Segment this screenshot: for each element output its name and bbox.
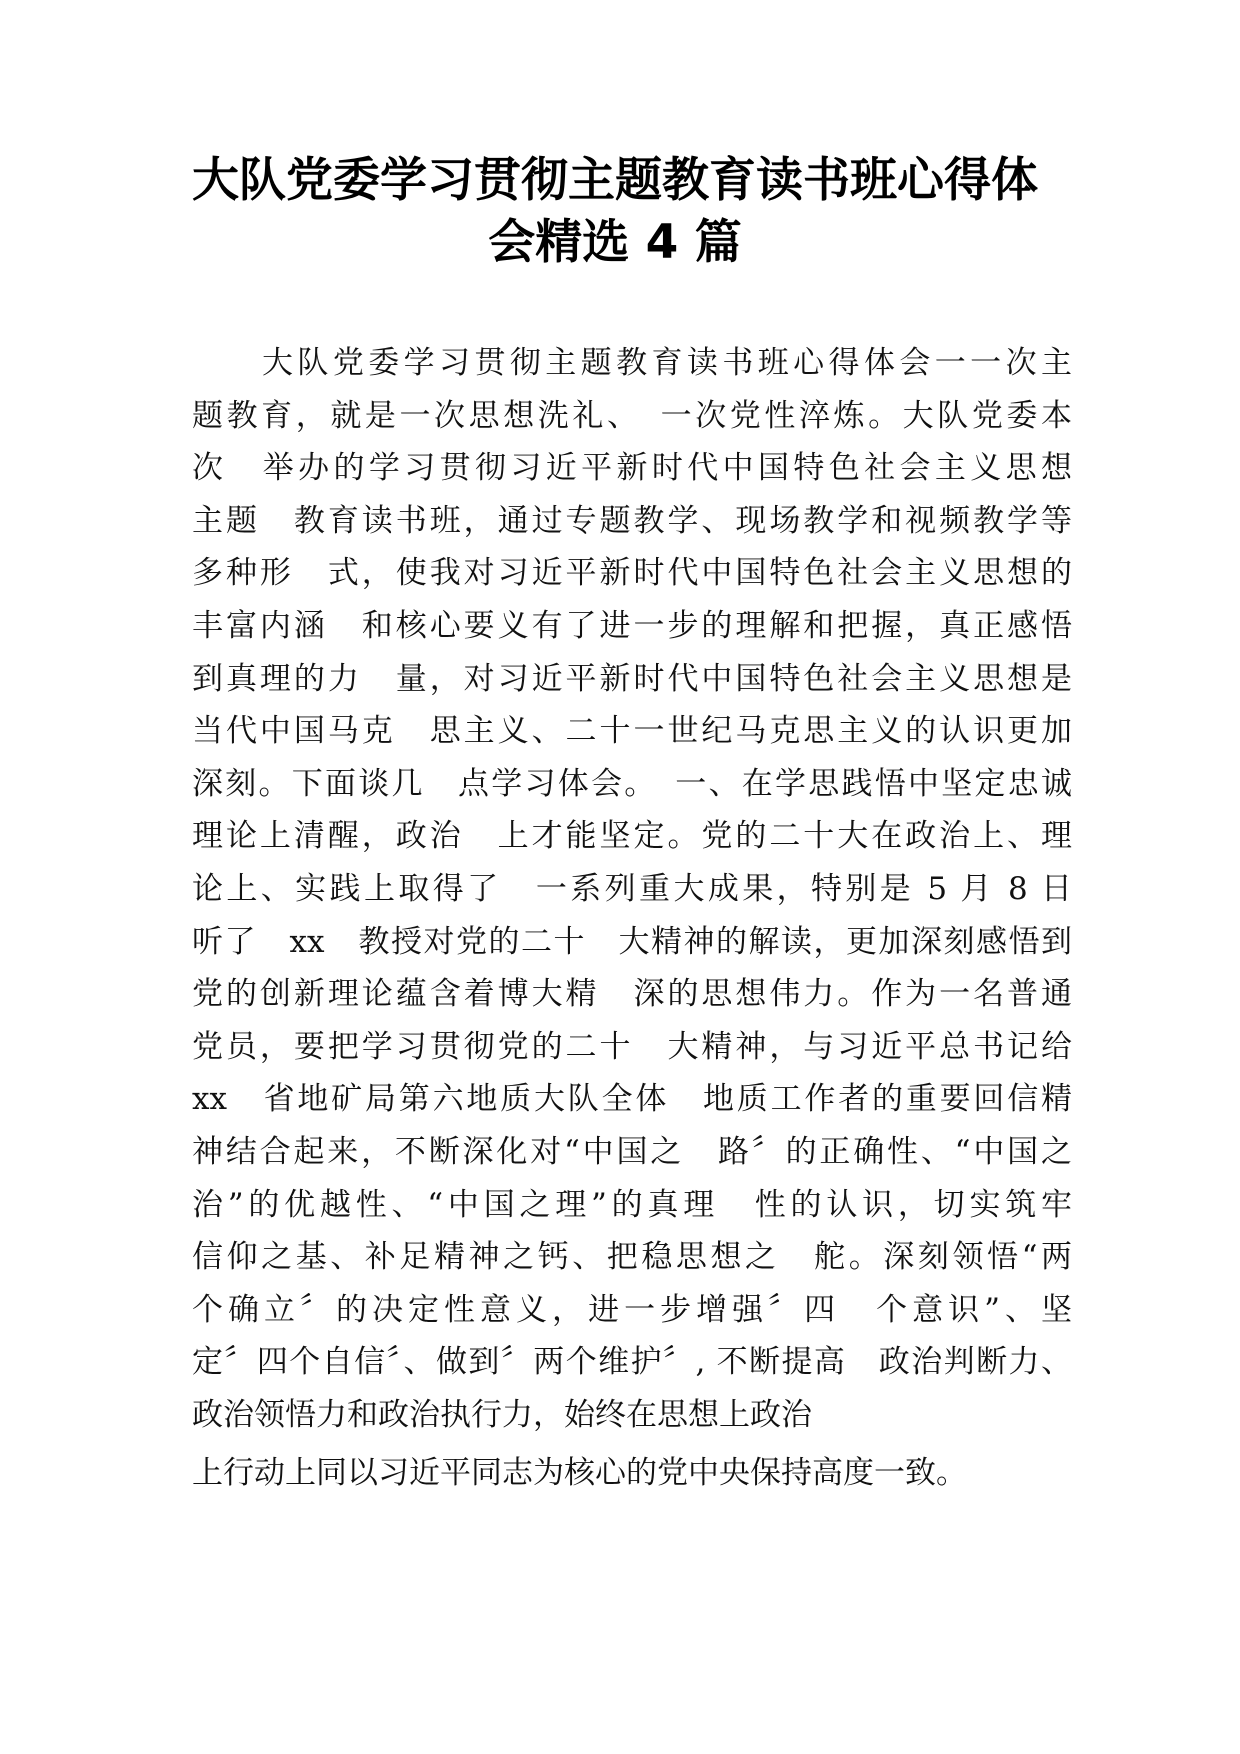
body-line: 当代中国马克 思主义、二十一世纪马克思主义的认识更加 <box>192 713 1072 750</box>
body-line: 信仰之基、补足精神之钙、把稳思想之 舵。深刻领悟“两 <box>192 1239 1072 1276</box>
body-line: 听了 xx 教授对党的二十 大精神的解读，更加深刻感悟到 <box>192 923 1072 960</box>
body-line: 党员，要把学习贯彻党的二十 大精神，与习近平总书记给 <box>192 1028 1072 1065</box>
body-line: 个确立〞的决定性意义，进一步增强〞四 个意识”、坚 <box>192 1291 1072 1328</box>
body-line: 神结合起来，不断深化对“中国之 路〞的正确性、“中国之 <box>192 1133 1072 1170</box>
body-line: 定〞四个自信〞、做到〞两个维护〞, 不断提高 政治判断力、 <box>192 1344 1072 1381</box>
document-body <box>192 337 1072 1500</box>
body-line: 论上、实践上取得了 一系列重大成果，特别是 5 月 8 日 <box>192 870 1072 907</box>
body-line: 大队党委学习贯彻主题教育读书班心得体会一一次主 <box>262 345 1072 381</box>
body-line: 上行动上同以习近平同志为核心的党中央保持高度一致。 <box>192 1455 967 1492</box>
document-title <box>150 150 1080 274</box>
body-line: 政治领悟力和政治执行力，始终在思想上政治 <box>192 1396 812 1433</box>
title-line-2: 会精选 4 篇 <box>488 215 742 270</box>
body-line: 理论上清醒，政治 上才能坚定。党的二十大在政治上、理 <box>192 818 1072 855</box>
body-line: xx 省地矿局第六地质大队全体 地质工作者的重要回信精 <box>192 1081 1072 1118</box>
body-line: 到真理的力 量，对习近平新时代中国特色社会主义思想是 <box>192 660 1072 697</box>
title-line-1: 大队党委学习贯彻主题教育读书班心得体 <box>192 153 1038 208</box>
body-line: 党的创新理论蕴含着博大精 深的思想伟力。作为一名普通 <box>192 976 1072 1013</box>
body-line: 丰富内涵 和核心要义有了进一步的理解和把握，真正感悟 <box>192 607 1072 644</box>
body-line: 题教育，就是一次思想洗礼、 一次党性淬炼。大队党委本 <box>192 397 1072 434</box>
body-line: 次 举办的学习贯彻习近平新时代中国特色社会主义思想 <box>192 450 1072 487</box>
body-line: 主题 教育读书班，通过专题教学、现场教学和视频教学等 <box>192 502 1072 539</box>
body-line: 治”的优越性、“中国之理”的真理 性的认识，切实筑牢 <box>192 1186 1072 1223</box>
body-line: 深刻。下面谈几 点学习体会。 一、在学思践悟中坚定忠诚 <box>192 765 1072 802</box>
body-line: 多种形 式，使我对习近平新时代中国特色社会主义思想的 <box>192 555 1072 592</box>
